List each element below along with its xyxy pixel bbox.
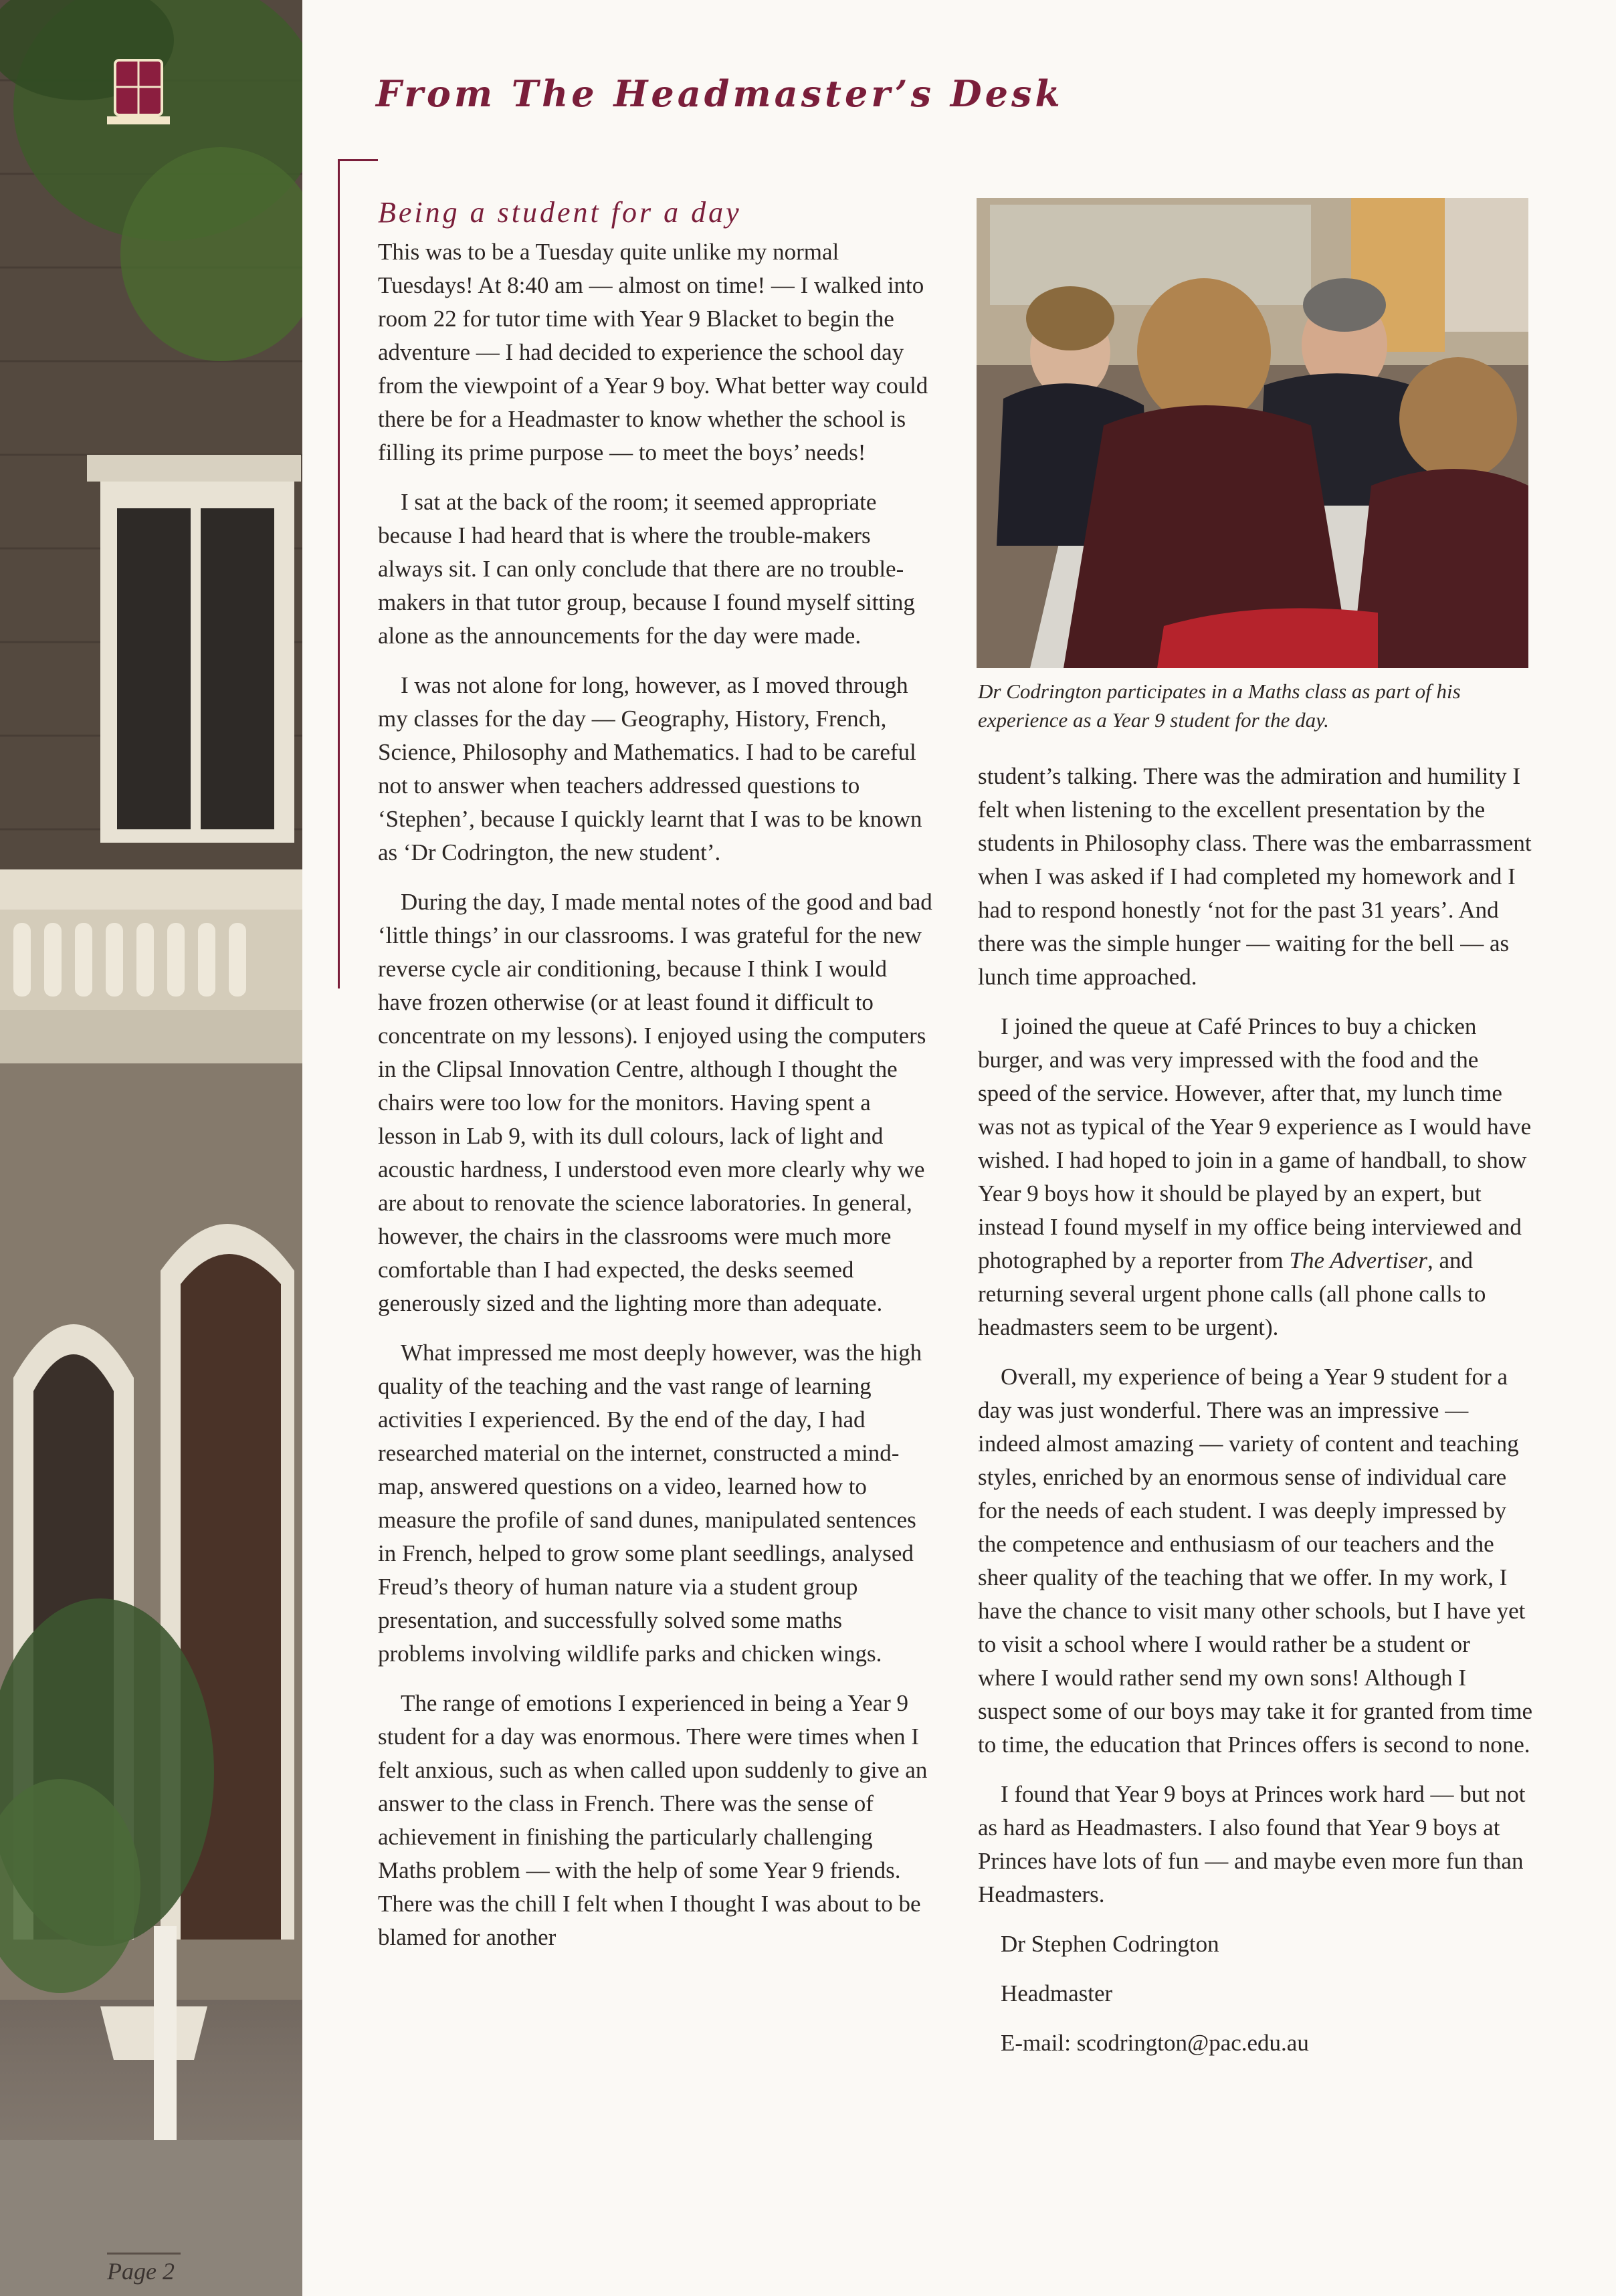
paragraph: The range of emotions I experienced in being a Year 9 student for a day was enormous. There were times when I felt anxious, such as when called upon suddenly to give an answer to the class in French. There was the sense of achievement in finishing the particularly challenging Maths problem — with the help of some Year 9 friends. There was the chill I felt when I thought I was about to be blamed for another bbox=[378, 1690, 928, 1950]
school-crest-icon bbox=[107, 60, 170, 124]
signature-email: E-mail: scodrington@pac.edu.au bbox=[1001, 2030, 1309, 2056]
paragraph: I sat at the back of the room; it seemed appropriate because I had heard that is where the trouble-makers always sit. I can only conclude that there are no trouble-makers in that tutor group, because I found myself sitting alone as the announcements for the day were made. bbox=[378, 489, 915, 649]
accent-rule-horizontal bbox=[338, 159, 378, 161]
paragraph: What impressed me most deeply however, was the high quality of the teaching and the vast range of learning activities I experienced. By the end of the day, I had researched material on the internet, constructed a mind-map, answered questions on a video, learned how to measure the profile of sand dunes, manipulated sentences in French, helped to grow some plant seedlings, analysed Freud’s theory of human nature via a student group presentation, and successfully solved some maths problems involving wildlife parks and chicken wings. bbox=[378, 1340, 922, 1667]
accent-rule-vertical bbox=[338, 159, 340, 988]
building-illustration bbox=[0, 0, 302, 2296]
signature-name: Dr Stephen Codrington bbox=[1001, 1931, 1219, 1957]
signature-role: Headmaster bbox=[1001, 1980, 1113, 2006]
newspaper-name: The Advertiser bbox=[1289, 1247, 1427, 1273]
building-photo bbox=[0, 0, 302, 2296]
classroom-scene bbox=[977, 198, 1528, 668]
article-column-2 bbox=[978, 760, 1533, 2076]
paragraph: I was not alone for long, however, as I moved through my classes for the day — Geography, History, French, Science, Philosophy and Mathematics. I had to be careful not to answer when teachers addressed questions to ‘Stephen’, because I quickly learnt that I was to be known as ‘Dr Codrington, the new student’. bbox=[378, 672, 922, 865]
paragraph-text: I joined the queue at Café Princes to buy a chicken burger, and was very impressed with the food and the speed of the service. However, after that, my lunch time was not as typical of the Year 9 experience as I would have wished. I had hoped to join in a game of handball, to show Year 9 boys how it should be played by an expert, but instead I found myself in my office being interviewed and photographed by a reporter from bbox=[978, 1013, 1532, 1273]
paragraph: Overall, my experience of being a Year 9 student for a day was just wonderful. There was an impressive — indeed almost amazing — variety of content and teaching styles, enriched by an enormous sense of individual care for the needs of each student. I was deeply impressed by the competence and enthusiasm of our teachers and the sheer quality of the teaching that we offer. In my work, I have the chance to visit many other schools, but I have yet to visit a school where I would rather be a student or where I would rather send my own sons! Although I suspect some of our boys may take it for granted from time to time, the education that Princes offers is second to none. bbox=[978, 1364, 1533, 1758]
article-column-1 bbox=[378, 194, 933, 1970]
paragraph bbox=[978, 1010, 1533, 1344]
paragraph: During the day, I made mental notes of the good and bad ‘little things’ in our classrooms. I was grateful for the new reverse cycle air conditioning, because I think I would have frozen otherwise (or at least found it difficult to concentrate on my lessons). I enjoyed using the computers in the Clipsal Innovation Centre, although I thought the chairs were too low for the monitors. Having spent a lesson in Lab 9, with its dull colours, lack of light and acoustic hardness, I understood even more clearly why we are about to renovate the science laboratories. In general, however, the chairs in the classrooms were much more comfortable than I had expected, the desks seemed generously sized and the lighting more than adequate. bbox=[378, 889, 932, 1316]
paragraph: This was to be a Tuesday quite unlike my normal Tuesdays! At 8:40 am — almost on time! — I walked into room 22 for tutor time with Year 9 Blacket to begin the adventure — I had decided to experience the school day from the viewpoint of a Year 9 boy. What better way could there be for a Headmaster to know whether the school is filling its prime purpose — to meet the boys’ needs! bbox=[378, 239, 928, 465]
photo-caption: Dr Codrington participates in a Maths class as part of his experience as a Year 9 student for the day. bbox=[978, 680, 1461, 732]
article-subtitle: Being a student for a day bbox=[378, 196, 742, 229]
classroom-photo bbox=[977, 198, 1528, 668]
paragraph: student’s talking. There was the admiration and humility I felt when listening to the excellent presentation by the students in Philosophy class. There was the embarrassment when I was asked if I had completed my homework and I had to respond honestly ‘not for the past 31 years’. And there was the simple hunger — waiting for the bell — as lunch time approached. bbox=[978, 763, 1532, 990]
page-number: Page 2 bbox=[107, 2253, 181, 2285]
paragraph: I found that Year 9 boys at Princes work hard — but not as hard as Headmasters. I also found that Year 9 boys at Princes have lots of fun — and maybe even more fun than Headmasters. bbox=[978, 1781, 1526, 1907]
page-title: From The Headmaster’s Desk bbox=[376, 72, 1064, 115]
paragraph-text: , and returning several urgent phone calls (all phone calls to headmasters seem to be urgent). bbox=[978, 1247, 1486, 1340]
